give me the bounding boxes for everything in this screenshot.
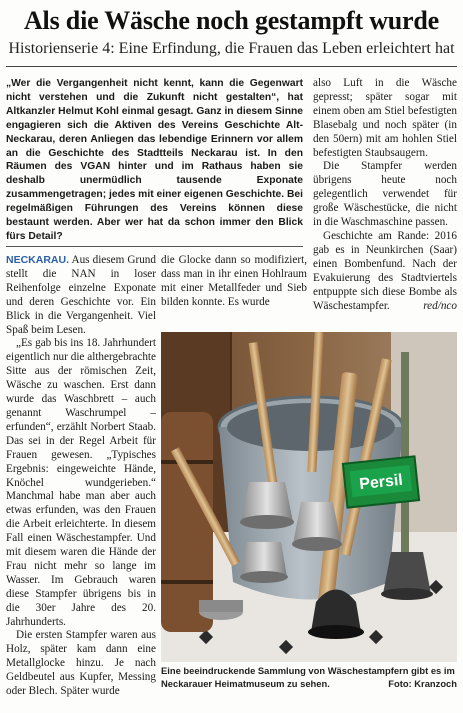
article-intro: „Wer die Vergangenheit nicht kennt, kann die Gegenwart nicht verstehen und die Zukunft nicht gestalten“, hat Altkanzler Helmut Kohl einmal gesagt. Ganz in diesem Sinne engagieren sich die Aktiven des Vereins Geschichte Alt-Neckarau, deren Anliegen das lebendige Erinnern vor allem an die Geschichte des Stadtteils Neckarau ist. In den Räumen des VGAN hinter und im Rathaus haben sie deshalb unermüdlich tausende Exponate zusammengetragen; jedes mit einer eigenen Geschichte. Bei regelmäßigen Führungen des Vereins können diese bestaunt werden. Aber wer hat da schon immer den Blick fürs Detail? <box>6 78 303 242</box>
column-1-paragraph-3: Die ersten Stampfer waren aus Holz, später kam dann eine Metallglocke hinzu. Je nach Geldbeutel aus Kupfer, Messing oder Blech. Später wurde <box>6 629 156 698</box>
wash-plungers-illustration <box>161 332 457 662</box>
photo-credit: Foto: Kranzoch <box>388 677 457 689</box>
column-1-paragraph-2: „Es gab bis ins 18. Jahrhundert eigentlich nur die althergebrachte Sitte aus der römischen Zeit, Wäsche zu waschen. Erst dann wurde das Waschbrett – auch genannt Waschrumpel – erfunden“, erzählt Norbert Staab. Das sei in der Regel Arbeit für Frauen gewesen. „Typisches Ergebnis: eingeweichte Hände, Knöchel wundgerieben.“ Manchmal habe man aber auch etwas erfunden, was den Frauen die Arbeit erleichterte. In diesem Fall einen Wäschestampfer. Und mit diesem waren die Hände der Frau nicht mehr so lange im Wasser. Im Gebrauch waren diese Stampfer übrigens bis in die 30er Jahre des 20. Jahrhunderts. <box>6 337 156 628</box>
persil-label: Persil <box>358 471 404 494</box>
photo-caption <box>161 665 457 690</box>
article-column-3 <box>313 77 457 313</box>
caption-text: Eine beeindruckende Sammlung von Wäschestampfern gibt es im Neckarauer Heimatmuseum zu sehen. <box>161 665 455 689</box>
header-divider <box>6 66 457 67</box>
author-byline: red/nco <box>423 299 457 312</box>
article-headline: Als die Wäsche noch gestampft wurde <box>23 6 440 35</box>
paragraph-text: Aus diesem Grund stellt die NAN in loser Reihenfolge einzelne Exponate und deren Geschichte vor. Ein Blick in die Vergangenheit. Viel Spaß beim Lesen. <box>6 254 156 336</box>
article-column-1 <box>6 254 156 699</box>
article-subheadline: Historienserie 4: Eine Erfindung, die Frauen das Leben erleichtert hat <box>8 40 455 57</box>
intro-divider <box>6 246 303 247</box>
column-3-paragraph-3 <box>313 230 457 313</box>
article-photo <box>161 332 457 662</box>
column-3-paragraph-2: Die Stampfer werden übrigens heute noch gelegentlich verwendet für große Wäschestücke, die nicht in die Waschmaschine passen. <box>313 160 457 229</box>
column-2-paragraph: die Glocke dann so modifiziert, dass man in ihr einen Hohlraum mit einer Metallfeder und Sieb bilden konnte. Es wurde <box>161 254 307 308</box>
column-3-paragraph-1: also Luft in die Wäsche gepresst; später sogar mit einem oben am Stiel befestigten Blasebalg und noch später (in den 50ern) mit am hohlen Stiel befestigten Staubsaugern. <box>313 77 457 159</box>
column-1-paragraph-1 <box>6 254 156 337</box>
article-column-2 <box>161 254 307 310</box>
place-label: NECKARAU. <box>6 254 69 266</box>
paragraph-text: Geschichte am Rande: 2016 gab es in Neunkirchen (Saar) einen Bombenfund. Nach der Evakuierung des Stadtviertels entpuppte sich diese Bombe als Wäschestampfer. <box>313 229 457 312</box>
